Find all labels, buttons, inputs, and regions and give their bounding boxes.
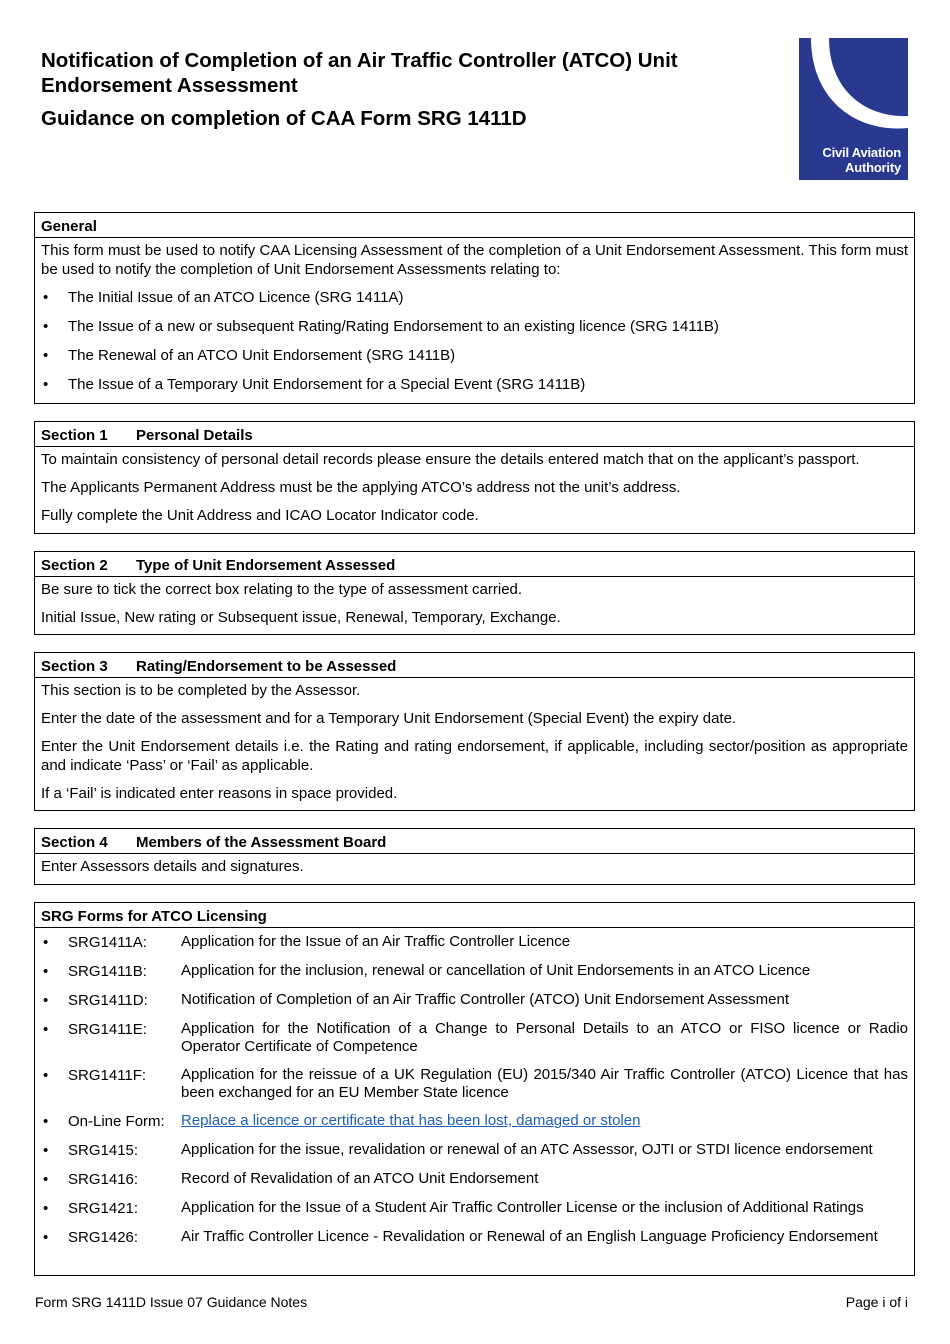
- section2-paragraph: Initial Issue, New rating or Subsequent issue, Renewal, Temporary, Exchange.: [41, 609, 561, 626]
- form-description: Application for the Issue of an Air Traffic Controller Licence: [181, 933, 571, 950]
- form-item: [41, 962, 908, 981]
- form-description: Application for the inclusion, renewal or cancellation of Unit Endorsements in an ATCO Licence: [181, 962, 811, 979]
- form-description: Application for the Issue of a Student Air Traffic Controller License or the inclusion of Additional Ratings: [181, 1199, 864, 1216]
- document-subtitle: Guidance on completion of CAA Form SRG 1411D: [41, 107, 527, 130]
- caa-logo: [799, 38, 908, 180]
- section3-heading: [35, 653, 914, 678]
- form-item: [41, 1228, 908, 1247]
- list-item: [41, 288, 908, 307]
- section-number: Section 3: [41, 658, 108, 675]
- section-number: Section 2: [41, 557, 108, 574]
- section3-paragraph: Enter the date of the assessment and for a Temporary Unit Endorsement (Special Event) the expiry date.: [41, 710, 737, 727]
- srg-forms-heading: SRG Forms for ATCO Licensing: [35, 903, 914, 928]
- bullet-icon: •: [43, 376, 49, 393]
- bullet-icon: •: [43, 1113, 49, 1130]
- section1-paragraph: The Applicants Permanent Address must be the applying ATCO’s address not the unit’s address.: [41, 479, 681, 496]
- section-number: Section 1: [41, 427, 108, 444]
- form-code: SRG1426:: [68, 1229, 139, 1246]
- form-code: SRG1411B:: [68, 963, 147, 980]
- footer-form-reference: Form SRG 1411D Issue 07 Guidance Notes: [35, 1294, 308, 1310]
- list-item: [41, 346, 908, 365]
- bullet-icon: •: [43, 347, 49, 364]
- section-number: Section 4: [41, 834, 108, 851]
- bullet-icon: •: [43, 318, 49, 335]
- form-description: Air Traffic Controller Licence - Revalidation or Renewal of an English Language Proficiency Endorsement: [181, 1228, 878, 1245]
- section-title: Rating/Endorsement to be Assessed: [136, 658, 397, 675]
- form-item: [41, 991, 908, 1010]
- section1-box: [34, 421, 915, 534]
- list-item-text: The Issue of a new or subsequent Rating/Rating Endorsement to an existing licence (SRG 1411B): [68, 318, 719, 335]
- bullet-icon: •: [43, 1200, 49, 1217]
- list-item: [41, 375, 908, 394]
- section4-paragraph: Enter Assessors details and signatures.: [41, 858, 304, 875]
- bullet-icon: •: [43, 1142, 49, 1159]
- form-code: SRG1421:: [68, 1200, 139, 1217]
- section4-heading: [35, 829, 914, 854]
- section3-paragraph: Enter the Unit Endorsement details i.e. the Rating and rating endorsement, if applicable, including sector/position as appropriate and indicate ‘Pass’ or ‘Fail’ as applicable.: [41, 738, 908, 774]
- list-item-text: The Initial Issue of an ATCO Licence (SRG 1411A): [68, 289, 404, 306]
- caa-logo-text: [799, 145, 901, 175]
- form-code: SRG1411E:: [68, 1021, 147, 1038]
- section2-heading: [35, 552, 914, 577]
- footer-page-number: Page i of i: [845, 1294, 908, 1310]
- section3-paragraph: This section is to be completed by the Assessor.: [41, 682, 361, 699]
- section-title: Type of Unit Endorsement Assessed: [136, 557, 396, 574]
- section3-paragraph: If a ‘Fail’ is indicated enter reasons in space provided.: [41, 785, 398, 802]
- form-item: [41, 1020, 908, 1056]
- form-item: [41, 1199, 908, 1218]
- list-item-text: The Renewal of an ATCO Unit Endorsement (SRG 1411B): [68, 347, 456, 364]
- list-item: [41, 317, 908, 336]
- logo-text-line1: Civil Aviation: [822, 145, 901, 160]
- replace-licence-link[interactable]: Replace a licence or certificate that has been lost, damaged or stolen: [181, 1112, 641, 1129]
- srg-forms-box: [34, 902, 915, 1276]
- form-description: Notification of Completion of an Air Traffic Controller (ATCO) Unit Endorsement Assessment: [181, 991, 790, 1008]
- form-code: On-Line Form:: [68, 1113, 165, 1130]
- section2-box: [34, 551, 915, 635]
- form-code: SRG1416:: [68, 1171, 139, 1188]
- form-item: [41, 1066, 908, 1102]
- list-item-text: The Issue of a Temporary Unit Endorsement for a Special Event (SRG 1411B): [68, 376, 586, 393]
- form-item: [41, 1141, 908, 1160]
- general-box: [34, 212, 915, 404]
- section4-box: [34, 828, 915, 885]
- bullet-icon: •: [43, 289, 49, 306]
- section1-heading: [35, 422, 914, 447]
- bullet-icon: •: [43, 1021, 49, 1038]
- logo-text-line2: Authority: [845, 160, 901, 175]
- bullet-icon: •: [43, 963, 49, 980]
- section1-paragraph: To maintain consistency of personal detail records please ensure the details entered match that on the applicant’s passport.: [41, 451, 860, 468]
- form-description: Application for the Notification of a Change to Personal Details to an ATCO or FISO licence or Radio Operator Certificate of Competence: [181, 1020, 908, 1055]
- section2-paragraph: Be sure to tick the correct box relating to the type of assessment carried.: [41, 581, 523, 598]
- bullet-icon: •: [43, 1229, 49, 1246]
- form-item: [41, 933, 908, 952]
- form-description: Application for the reissue of a UK Regulation (EU) 2015/340 Air Traffic Controller (ATCO) Licence that has been exchanged for an EU Member State licence: [181, 1066, 908, 1101]
- section1-paragraph: Fully complete the Unit Address and ICAO Locator Indicator code.: [41, 507, 479, 524]
- form-code: SRG1415:: [68, 1142, 139, 1159]
- document-title: Notification of Completion of an Air Traffic Controller (ATCO) Unit Endorsement Assessment: [41, 49, 678, 97]
- form-description: Application for the issue, revalidation or renewal of an ATC Assessor, OJTI or STDI licence endorsement: [181, 1141, 873, 1158]
- bullet-icon: •: [43, 934, 49, 951]
- general-intro: This form must be used to notify CAA Licensing Assessment of the completion of a Unit Endorsement Assessment. This form must be used to notify the completion of Unit Endorsement Assessments relating to:: [41, 242, 908, 278]
- form-item: [41, 1112, 908, 1131]
- form-code: SRG1411D:: [68, 992, 148, 1009]
- form-item: [41, 1170, 908, 1189]
- section3-box: [34, 652, 915, 811]
- form-description: Record of Revalidation of an ATCO Unit Endorsement: [181, 1170, 539, 1187]
- bullet-icon: •: [43, 1067, 49, 1084]
- general-heading: General: [35, 213, 914, 238]
- document-header: [41, 48, 781, 131]
- section-title: Personal Details: [136, 427, 253, 444]
- bullet-icon: •: [43, 1171, 49, 1188]
- form-code: SRG1411F:: [68, 1067, 147, 1084]
- bullet-icon: •: [43, 992, 49, 1009]
- section-title: Members of the Assessment Board: [136, 834, 387, 851]
- form-code: SRG1411A:: [68, 934, 147, 951]
